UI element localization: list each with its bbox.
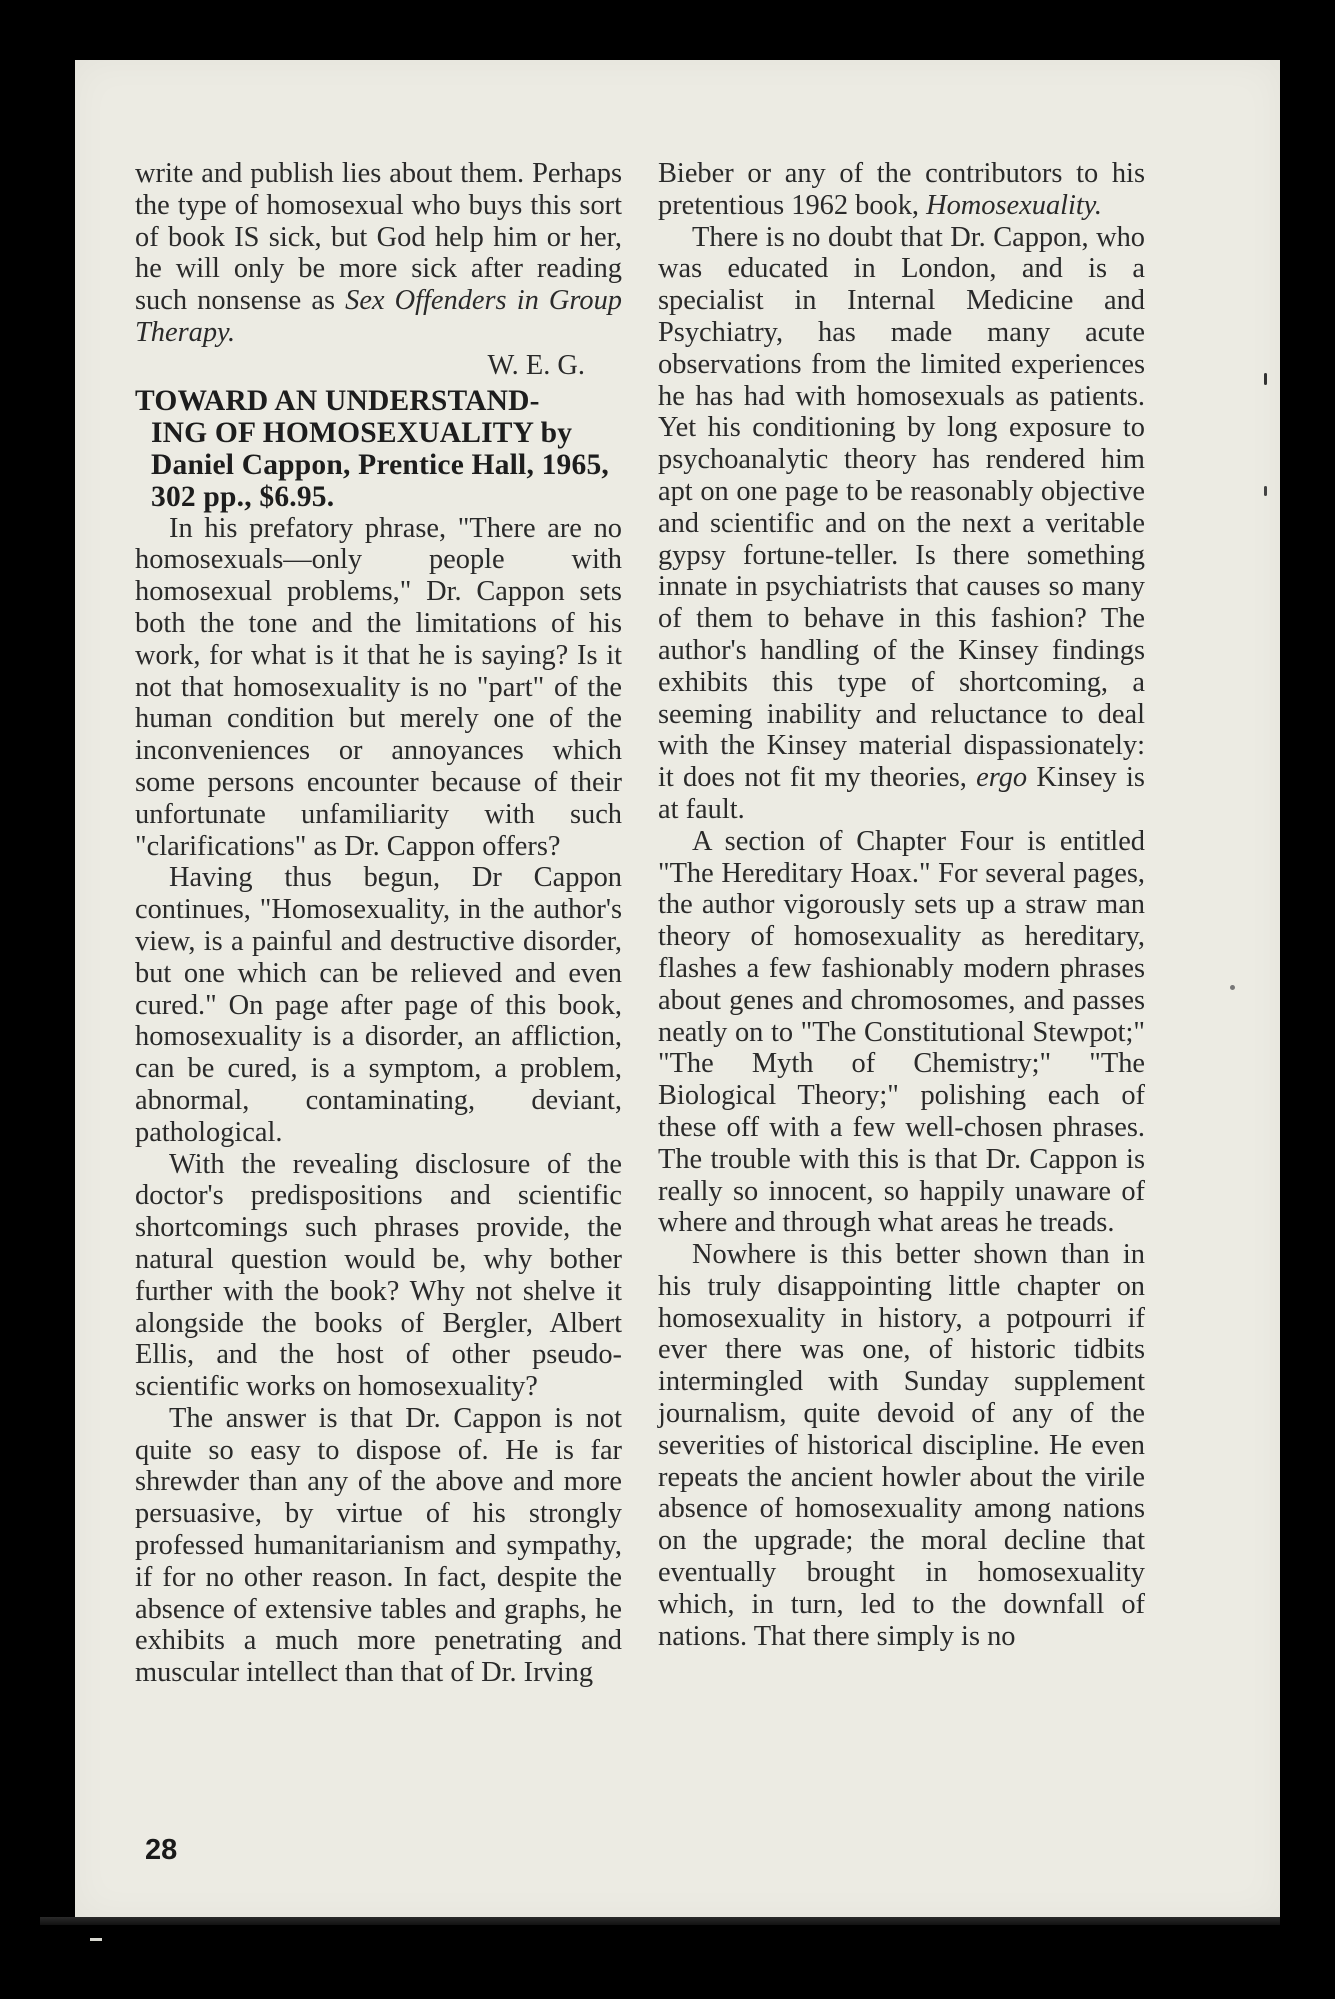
left-column	[135, 158, 622, 1689]
paragraph-text: write and publish lies about them. Perhaps the type of homosexual who buys this sort of book IS sick, but God help him or her, he will only be more sick after reading such nonsense as	[135, 158, 622, 317]
paragraph-text: Kinsey is at fault.	[658, 762, 1145, 825]
paragraph	[658, 222, 1145, 826]
paragraph: A section of Chapter Four is entitled "The Hereditary Hoax." For several pages, the author vigorously sets up a straw man theory of homosexuality as hereditary, flashes a few fashionably modern phrases about genes and chromosomes, and passes neatly on to "The Constitutional Stewpot;" "The Myth of Chemistry;" "The Biological Theory;" polishing each of these off with a few well-chosen phrases. The trouble with this is that Dr. Cappon is really so innocent, so happily unaware of where and through what areas he treads.	[658, 825, 1145, 1239]
page-edge-notch	[1264, 373, 1267, 385]
paragraph	[135, 158, 622, 349]
review-heading-rest: ING OF HOMOSEXUALITY by Daniel Cappon, Prentice Hall, 1965, 302 pp., $6.95.	[151, 416, 609, 513]
page-edge-mark	[90, 1938, 102, 1941]
page-edge-notch	[1264, 486, 1267, 496]
paragraph: In his prefatory phrase, "There are no homosexuals—only people with homosexual problems," Dr. Cappon sets both the tone and the limitations of his work, for what is it that he is saying? Is it not that homosexuality is no "part" of the human condition but merely one of the inconveniences or annoyances which some persons encounter because of their unfortunate unfamiliarity with such "clarifications" as Dr. Cappon offers?	[135, 512, 622, 862]
book-title: Sex Offenders in Group Therapy.	[135, 285, 622, 348]
paragraph-text: There is no doubt that Dr. Cappon, who was educated in London, and is a specialist in Internal Medicine and Psychiatry, has made many acute observations from the limited experiences he has had with homosexuals as patients. Yet his conditioning by long exposure to psychoanalytic theory has rendered him apt on one page to be reasonably objective and scientific and on the next a veritable gypsy fortune-teller. Is there something innate in psychiatrists that causes so many of them to behave in this fashion? The author's handling of the Kinsey findings exhibits this type of shortcoming, a seeming inability and reluctance to deal with the Kinsey material dispassionately: it does not fit my theories,	[658, 221, 1145, 794]
paragraph	[658, 158, 1145, 222]
review-heading-line: TOWARD AN UNDERSTAND-	[135, 384, 540, 417]
latin-term: ergo	[976, 762, 1028, 794]
paragraph-text: Bieber or any of the contributors to his pretentious 1962 book,	[658, 158, 1145, 221]
page-number: 28	[145, 1834, 178, 1866]
book-title: Homosexuality.	[926, 189, 1102, 221]
review-heading	[135, 385, 622, 513]
right-column	[658, 158, 1145, 1652]
paragraph: Having thus begun, Dr Cappon continues, "Homosexuality, in the author's view, is a painful and destructive disorder, but one which can be relieved and even cured." On page after page of this book, homosexuality is a disorder, an affliction, can be cured, is a symptom, a problem, abnormal, contaminating, deviant, pathological.	[135, 862, 622, 1148]
author-initials: W. E. G.	[487, 349, 585, 381]
page-bottom-edge	[40, 1917, 1280, 1925]
paragraph: The answer is that Dr. Cappon is not quite so easy to dispose of. He is far shrewder than any of the above and more persuasive, by virtue of his strongly professed humanitarianism and sympathy, if for no other reason. In fact, despite the absence of extensive tables and graphs, he exhibits a much more penetrating and muscular intellect than that of Dr. Irving	[135, 1402, 622, 1689]
ink-speck	[1230, 985, 1235, 990]
paragraph: Nowhere is this better shown than in his truly disappointing little chapter on homosexuality in history, a potpourri if ever there was one, of historic tidbits intermingled with Sunday supplement journalism, quite devoid of any of the severities of historical discipline. He even repeats the ancient howler about the virile absence of homosexuality among nations on the upgrade; the moral decline that eventually brought in homosexuality which, in turn, led to the downfall of nations. That there simply is no	[658, 1239, 1145, 1652]
paragraph: With the revealing disclosure of the doctor's predispositions and scientific shortcomings such phrases provide, the natural question would be, why bother further with the book? Why not shelve it alongside the books of Bergler, Albert Ellis, and the host of other pseudo-scientific works on homosexuality?	[135, 1148, 622, 1403]
